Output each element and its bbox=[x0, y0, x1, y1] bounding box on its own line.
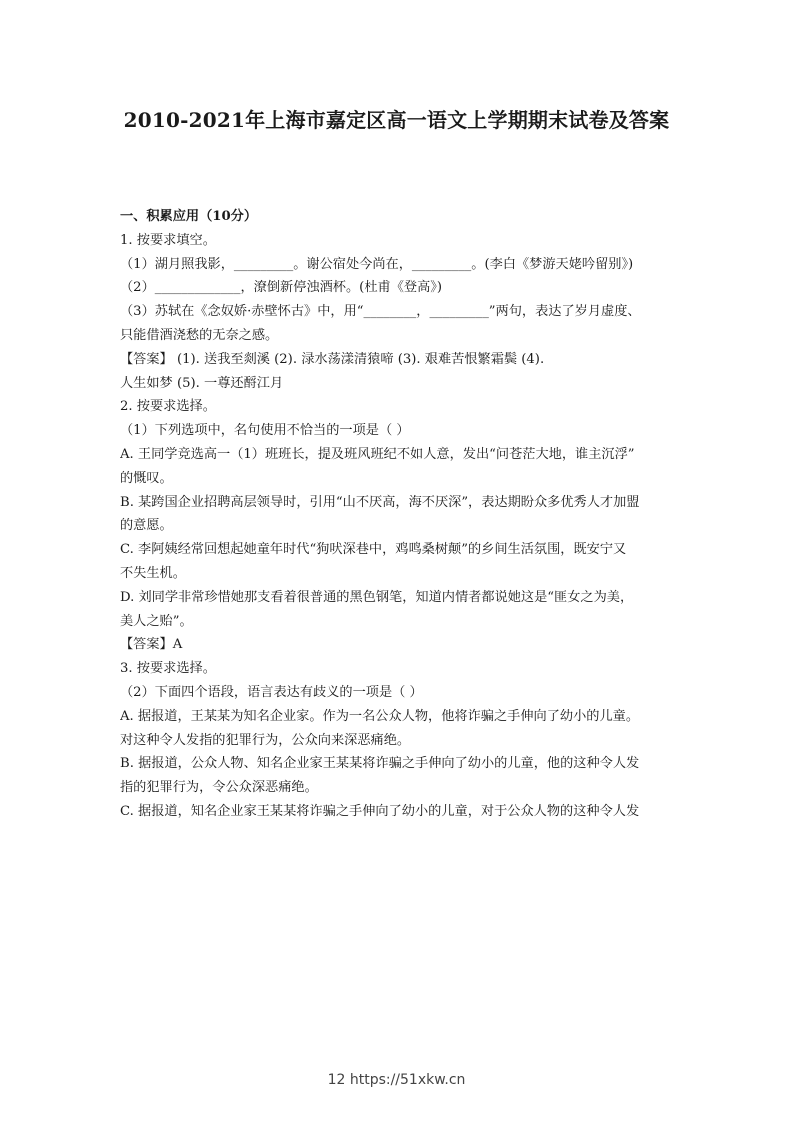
option-c-cont: 不失生机。 bbox=[120, 565, 186, 581]
section-heading: 一、积累应用（10分） bbox=[120, 209, 258, 224]
answer-1: 【答案】 (1). 送我至剡溪 (2). 渌水荡漾清猿啼 (3). 艰难苦恨繁霜鬓 (4). bbox=[120, 351, 545, 367]
option-b: B. 某跨国企业招聘高层领导时，引用“山不厌高，海不厌深”，表达期盼众多优秀人才加盟 bbox=[120, 494, 640, 510]
question-1-item-2: （2）_____________，潦倒新停浊酒杯。(杜甫《登高》) bbox=[120, 280, 442, 296]
option-c: C. 李阿姨经常回想起她童年时代“狗吠深巷中，鸡鸣桑树颠”的乡间生活氛围，既安宁又 bbox=[120, 542, 627, 558]
question-2-stem: （1）下列选项中，名句使用不恰当的一项是（ ） bbox=[120, 423, 410, 439]
q3-option-c: C. 据报道，知名企业家王某某将诈骗之手伸向了幼小的儿童，对于公众人物的这种令人发 bbox=[120, 803, 640, 819]
question-3: 3. 按要求选择。 bbox=[120, 661, 216, 677]
question-1: 1. 按要求填空。 bbox=[120, 232, 216, 248]
q3-option-a-cont: 对这种令人发指的犯罪行为，公众向来深恶痛绝。 bbox=[120, 732, 411, 748]
answer-1-cont: 人生如梦 (5). 一尊还酹江月 bbox=[120, 375, 284, 391]
q3-option-b: B. 据报道，公众人物、知名企业家王某某将诈骗之手伸向了幼小的儿童，他的这种令人发 bbox=[120, 756, 640, 772]
document-title: 2010-2021年上海市嘉定区高一语文上学期期末试卷及答案 bbox=[123, 108, 670, 132]
option-d: D. 刘同学非常珍惜她那支看着很普通的黑色钢笔，知道内情者都说她这是“匪女之为美， bbox=[120, 589, 634, 605]
question-2: 2. 按要求选择。 bbox=[120, 399, 216, 415]
question-3-stem: （2）下面四个语段，语言表达有歧义的一项是（ ） bbox=[120, 684, 423, 700]
document-body bbox=[120, 205, 680, 824]
q3-option-b-cont: 指的犯罪行为，令公众深恶痛绝。 bbox=[120, 780, 318, 796]
question-1-item-3-cont: 只能借酒浇愁的无奈之感。 bbox=[120, 327, 279, 343]
option-a-cont: 的慨叹。 bbox=[120, 470, 173, 486]
option-b-cont: 的意愿。 bbox=[120, 518, 173, 534]
question-1-item-1: （1）湖月照我影，_________。谢公宿处今尚在，_________。(李白《梦游天姥吟留别》) bbox=[120, 256, 634, 272]
q3-option-a: A. 据报道，王某某为知名企业家。作为一名公众人物，他将诈骗之手伸向了幼小的儿童。 bbox=[120, 708, 640, 724]
option-a: A. 王同学竞选高一（1）班班长，提及班风班纪不如人意，发出“问苍茫大地，谁主沉浮” bbox=[120, 446, 635, 462]
page-footer: 12 https://51xkw.cn bbox=[327, 1072, 466, 1088]
answer-2: 【答案】A bbox=[120, 637, 183, 653]
option-d-cont: 美人之贻”。 bbox=[120, 613, 193, 629]
question-1-item-3: （3）苏轼在《念奴娇·赤壁怀古》中，用“________，_________”两句，表达了岁月虚度、 bbox=[120, 304, 641, 320]
